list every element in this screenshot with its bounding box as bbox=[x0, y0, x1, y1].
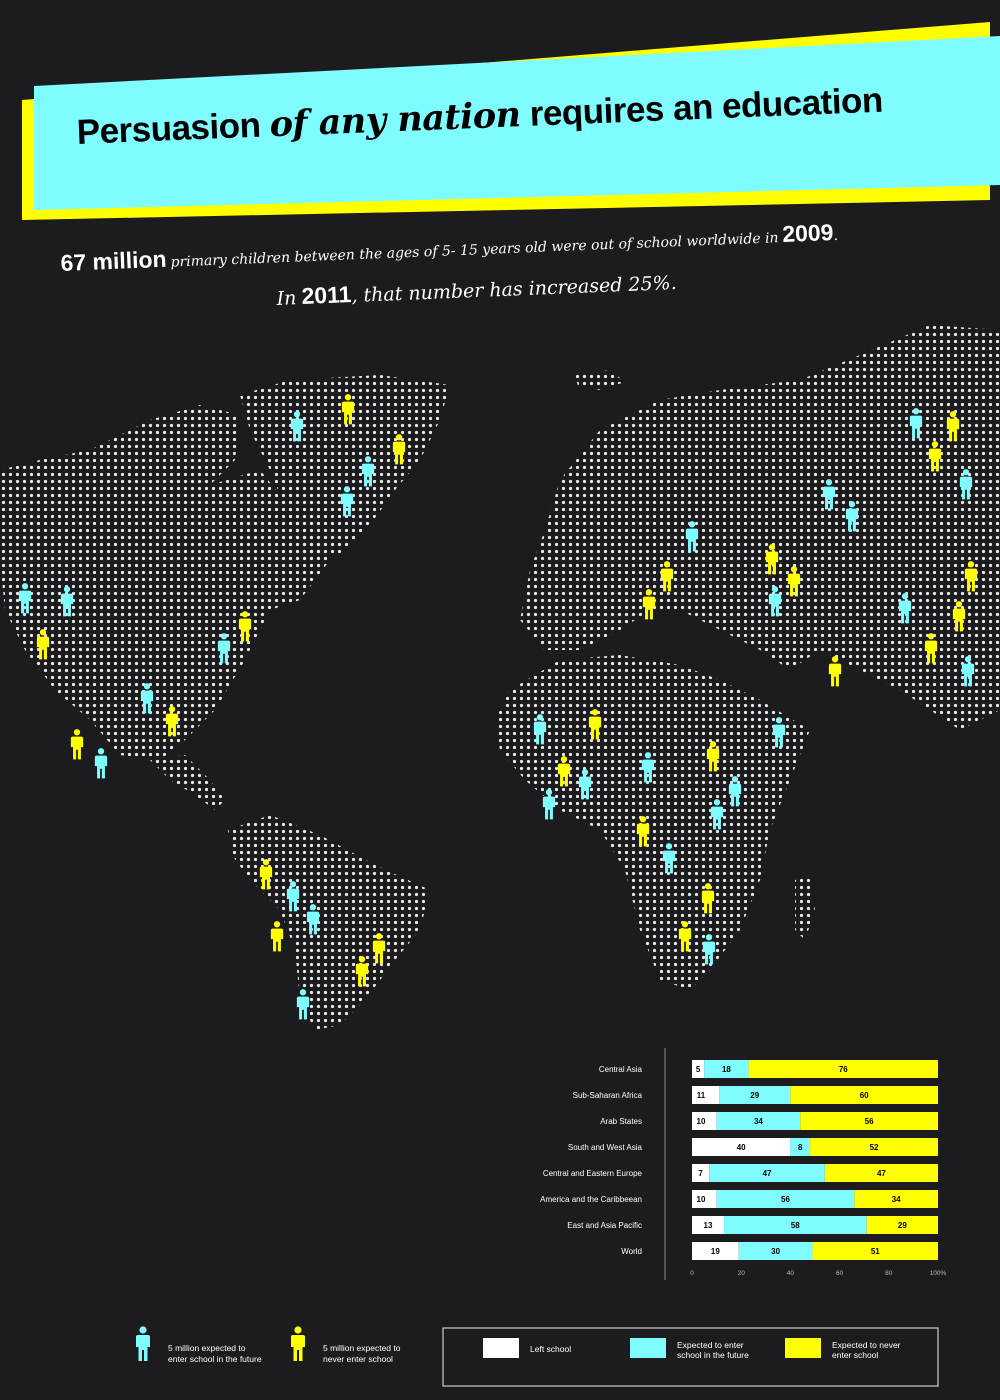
data-label: 8 bbox=[798, 1143, 803, 1152]
x-tick-label: 40 bbox=[786, 1270, 795, 1277]
x-tick-label: 20 bbox=[737, 1270, 745, 1277]
stacked-bar-chart bbox=[520, 1040, 980, 1285]
data-label: 13 bbox=[703, 1221, 713, 1230]
data-label: 58 bbox=[790, 1221, 800, 1230]
person-icon bbox=[291, 1326, 305, 1361]
legend-swatch-left bbox=[483, 1338, 519, 1358]
legend-cyan-line1: 5 million expected to bbox=[168, 1343, 246, 1353]
data-label: 11 bbox=[696, 1091, 706, 1100]
data-label: 34 bbox=[891, 1195, 901, 1204]
category-label: Sub-Saharan Africa bbox=[572, 1091, 642, 1100]
x-tick-label: 0 bbox=[690, 1270, 694, 1277]
data-label: 52 bbox=[869, 1143, 879, 1152]
madagascar bbox=[795, 875, 815, 940]
world-map bbox=[0, 310, 1000, 1030]
data-label: 51 bbox=[870, 1247, 880, 1256]
legend-cyan-line2: enter school in the future bbox=[168, 1354, 262, 1364]
data-label: 29 bbox=[750, 1091, 760, 1100]
data-label: 56 bbox=[781, 1195, 790, 1204]
legend-never-line2: enter school bbox=[832, 1350, 879, 1360]
south-america bbox=[228, 815, 430, 1030]
data-label: 10 bbox=[696, 1195, 706, 1204]
legend-yellow-person bbox=[291, 1326, 401, 1364]
africa bbox=[495, 655, 810, 990]
data-label: 18 bbox=[721, 1065, 731, 1074]
data-label: 5 bbox=[695, 1065, 701, 1074]
x-tick-label: 80 bbox=[885, 1270, 893, 1277]
legend-left-label: Left school bbox=[530, 1344, 572, 1354]
continents bbox=[0, 325, 1000, 1030]
data-label: 7 bbox=[698, 1169, 703, 1178]
data-label: 34 bbox=[753, 1117, 763, 1126]
data-label: 19 bbox=[710, 1247, 720, 1256]
data-label: 56 bbox=[864, 1117, 874, 1126]
page-title: Persuasion of any nation requires an education bbox=[76, 80, 884, 152]
legend-cyan-person bbox=[136, 1326, 262, 1364]
data-label: 10 bbox=[696, 1117, 706, 1126]
legend-yellow-line1: 5 million expected to bbox=[323, 1343, 401, 1353]
person-icon bbox=[136, 1326, 150, 1361]
category-label: South and West Asia bbox=[567, 1143, 642, 1152]
chart-rows bbox=[540, 1060, 938, 1260]
category-label: World bbox=[621, 1247, 642, 1256]
data-label: 40 bbox=[736, 1143, 746, 1152]
category-label: Central Asia bbox=[598, 1065, 642, 1074]
legend-swatch-enter bbox=[630, 1338, 666, 1358]
subtitle-line-1: 67 million primary children between the ages of 5- 15 years old were out of school worldwide in 2009. bbox=[60, 218, 839, 276]
category-label: East and Asia Pacific bbox=[567, 1221, 642, 1230]
data-label: 60 bbox=[859, 1091, 869, 1100]
iceland bbox=[575, 370, 625, 390]
legend-enter-line1: Expected to enter bbox=[677, 1340, 744, 1350]
category-label: America and the Caribbeean bbox=[540, 1195, 642, 1204]
data-label: 76 bbox=[838, 1065, 848, 1074]
data-label: 47 bbox=[762, 1169, 772, 1178]
category-label: Arab States bbox=[600, 1117, 642, 1126]
chart-x-ticks bbox=[690, 1270, 946, 1277]
legend-swatch-never bbox=[785, 1338, 821, 1358]
data-label: 47 bbox=[876, 1169, 886, 1178]
legend-yellow-line2: never enter school bbox=[323, 1354, 393, 1364]
legend-enter-line2: school in the future bbox=[677, 1350, 749, 1360]
legend-never-line1: Expected to never bbox=[832, 1340, 901, 1350]
data-label: 29 bbox=[897, 1221, 907, 1230]
central-america bbox=[150, 755, 225, 810]
legend bbox=[0, 1310, 1000, 1400]
data-label: 30 bbox=[771, 1247, 781, 1256]
x-tick-label: 60 bbox=[835, 1270, 844, 1277]
category-label: Central and Eastern Europe bbox=[542, 1169, 642, 1178]
x-tick-label: 100% bbox=[929, 1270, 947, 1277]
subtitle-line-2: In 2011, that number has increased 25%. bbox=[276, 271, 678, 310]
